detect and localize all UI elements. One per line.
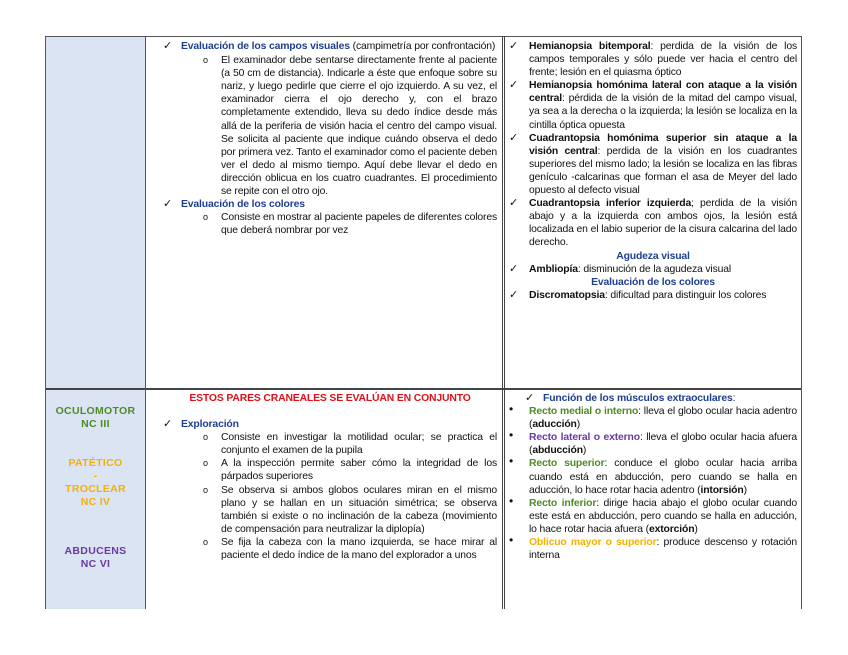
muscle-description: : lleva el globo ocular hacia adentro (	[529, 406, 797, 431]
check-icon: ✓	[509, 40, 519, 52]
muscle-name: Oblicuo mayor o superior	[529, 537, 657, 549]
table-border-right	[801, 36, 802, 609]
bullet-dot-icon: •	[509, 454, 514, 469]
finding-term: Hemianopsia homónima lateral con ataque a la visión central	[529, 80, 797, 105]
exploration-title: Exploración	[181, 419, 239, 431]
table-border-top	[45, 36, 802, 37]
check-icon: ✓	[163, 418, 173, 431]
exploration-step-text: A la inspección permite saber cómo la integridad de los párpados superiores	[221, 458, 497, 483]
label-column-top	[45, 36, 145, 389]
finding-description: : disminución de la agudeza visual	[577, 263, 732, 275]
oculomotor-label	[46, 405, 145, 431]
exploration-step-text: Se fija la cabeza con la mano izquierda, se hace mirar al paciente el dedo índice de la mano del explorador a unos	[221, 536, 497, 562]
finding-description: ; perdida de la visión abajo y a la izquierda con ambos ojos, la lesión está localizada en el labio superior de la cisura calcarina del lado derecho.	[529, 198, 797, 249]
exploration-step	[163, 457, 497, 483]
oculomotor-number: NC III	[81, 418, 110, 430]
visual-field-title: Evaluación de los campos visuales	[181, 41, 350, 52]
top-middle-cell	[163, 40, 497, 237]
paren-close: )	[694, 523, 698, 535]
exploration-step	[163, 431, 497, 457]
table-row-divider	[45, 388, 802, 390]
color-eval-title: Evaluación de los colores	[181, 199, 305, 211]
oculomotor-name: OCULOMOTOR	[55, 405, 136, 417]
visual-field-item	[163, 40, 497, 53]
check-icon: ✓	[525, 392, 535, 404]
troclear-label	[46, 457, 145, 509]
muscle-name: Recto inferior	[529, 497, 597, 509]
header-colon: :	[732, 393, 736, 404]
color-eval-item	[163, 198, 497, 211]
visual-acuity-heading: Agudeza visual	[616, 250, 690, 262]
finding-term: Cuadrantopsia homónima superior sin ataque a la visión central	[529, 132, 797, 157]
color-eval-procedure-text: Consiste en mostrar al paciente papeles de diferentes colores que deberá nombrar por vez	[221, 212, 497, 237]
finding-item	[509, 197, 797, 249]
muscle-description: : dirige hacia abajo el globo ocular cuando este está en abducción, pero cuando se halla en aducción, lo hace rotar hacia afuera (	[529, 497, 797, 535]
bullet-dot-icon: •	[509, 533, 514, 548]
check-icon: ✓	[163, 40, 173, 52]
muscle-name: Recto superior	[529, 458, 605, 470]
muscle-description: : conduce el globo ocular hacia arriba cuando está en abducción, pero cuando se halla en aducción, lo hace rotar hacia adentro (	[529, 458, 797, 496]
table-col-divider-2	[502, 36, 505, 609]
check-icon: ✓	[509, 131, 519, 144]
muscle-item	[509, 533, 798, 562]
circle-bullet-icon: o	[203, 212, 208, 223]
exploration-item	[163, 418, 497, 431]
joint-evaluation-header: ESTOS PARES CRANEALES SE EVALÚAN EN CONJUNTO	[189, 393, 471, 404]
visual-field-subtitle: (campimetría por confrontación)	[349, 41, 496, 52]
exploration-step-text: Se observa si ambos globos oculares miran en el mismo plano y se hallan en un situación simétrica; se observa también si existe o no inclinación de la cabeza (movimiento de compensación para neutralizar la diplopía)	[221, 484, 497, 535]
circle-bullet-icon: o	[203, 432, 208, 443]
finding-term: Cuadrantopsia inferior izquierda	[529, 198, 692, 210]
muscle-action: extorción	[648, 523, 695, 535]
muscle-action: intorsión	[700, 484, 744, 496]
finding-description: : perdida de la visión de los campos temporales y sólo puede ver hacia el centro del frente; lesión en el quiasma óptico	[529, 41, 797, 79]
circle-bullet-icon: o	[203, 536, 208, 547]
muscle-function-title: Función de los músculos extraoculares	[543, 393, 733, 404]
check-icon: ✓	[509, 288, 519, 301]
muscle-item	[509, 402, 797, 431]
circle-bullet-icon: o	[203, 484, 208, 495]
finding-description: : perdida de la visión en los cuadrantes superiores del mismo lado; la lesión se localiza en las fibras genículo -calcarinas que forman el asa de Meyer del lado opuesto al defecto visual	[529, 145, 797, 197]
finding-description: : pérdida de la visión de la mitad del campo visual, ya sea a la derecha o la izquierda; la lesión se localiza en la cintilla óptica opuesta	[529, 93, 797, 131]
finding-description: : dificultad para distinguir los colores	[604, 289, 767, 301]
top-right-cell	[509, 40, 797, 302]
circle-bullet-icon: o	[203, 458, 208, 469]
exploration-step	[163, 536, 497, 562]
finding-term: Hemianopsia bitemporal	[529, 41, 651, 52]
circle-bullet-icon: o	[203, 55, 208, 66]
muscle-description: : lleva el globo ocular hacia afuera (	[529, 432, 797, 457]
check-icon: ✓	[509, 262, 519, 275]
muscle-item	[509, 428, 797, 457]
muscle-description: : produce descenso y rotación interna	[529, 537, 798, 562]
finding-item	[509, 40, 797, 79]
finding-item	[509, 79, 797, 131]
color-eval-procedure	[163, 211, 497, 237]
paren-close: )	[576, 419, 581, 431]
abducens-number: NC VI	[80, 558, 111, 570]
exploration-step-text: Consiste en investigar la motilidad ocular; se practica el conjunto el examen de la pupila	[221, 432, 497, 457]
bottom-middle-cell	[163, 392, 497, 562]
muscle-action: aducción	[532, 419, 577, 431]
muscle-name: Recto lateral o externo	[529, 432, 640, 444]
table-col-divider-1	[145, 36, 146, 609]
troclear-name: TROCLEAR	[65, 483, 126, 495]
finding-item	[509, 132, 797, 197]
muscle-item	[509, 493, 797, 536]
check-icon: ✓	[163, 198, 173, 211]
check-icon: ✓	[509, 79, 519, 92]
visual-field-procedure	[163, 54, 497, 198]
finding-item	[509, 289, 797, 302]
finding-item	[509, 263, 797, 276]
paren-close: )	[582, 445, 587, 457]
visual-field-procedure-text: El examinador debe sentarse directamente frente al paciente (a 50 cm de distancia). Indicarle a éste que enfoque sobre su nariz, y luego pedirle que cierre el ojo izquierdo. A su vez, el examinador cierra el ojo derecho y, con el brazo completamente extendido, lleva su dedo índice desde más allá de la periferia de visión hacia el centro del campo visual. Se solicita al paciente que indique cuándo observa el dedo por primera vez. Tanto el examinador como el paciente deben ver el dedo al mismo tiempo. Aquí debe llevar el dedo en dirección oblicua en los cuatro cuadrantes. El procedimiento se repite con el otro ojo.	[221, 55, 497, 198]
label-dash: -	[93, 470, 98, 482]
troclear-number: NC IV	[80, 496, 111, 508]
muscle-action: abducción	[532, 445, 583, 457]
patetico-name: PATÉTICO	[68, 457, 123, 469]
bottom-right-cell	[509, 392, 797, 562]
finding-term: Discromatopsia	[529, 289, 605, 301]
muscle-item	[509, 454, 797, 496]
paren-close: )	[743, 484, 747, 496]
color-eval-heading: Evaluación de los colores	[591, 276, 715, 288]
exploration-step	[163, 484, 497, 536]
bullet-dot-icon: •	[509, 402, 514, 417]
abducens-name: ABDUCENS	[64, 545, 127, 557]
table-border-left	[45, 36, 46, 609]
muscle-name: Recto medial o interno	[529, 406, 639, 418]
finding-term: Ambliopía	[529, 263, 578, 275]
bullet-dot-icon: •	[509, 493, 514, 508]
abducens-label	[46, 545, 145, 571]
bullet-dot-icon: •	[509, 428, 514, 443]
check-icon: ✓	[509, 197, 519, 210]
muscle-function-header	[509, 392, 797, 405]
